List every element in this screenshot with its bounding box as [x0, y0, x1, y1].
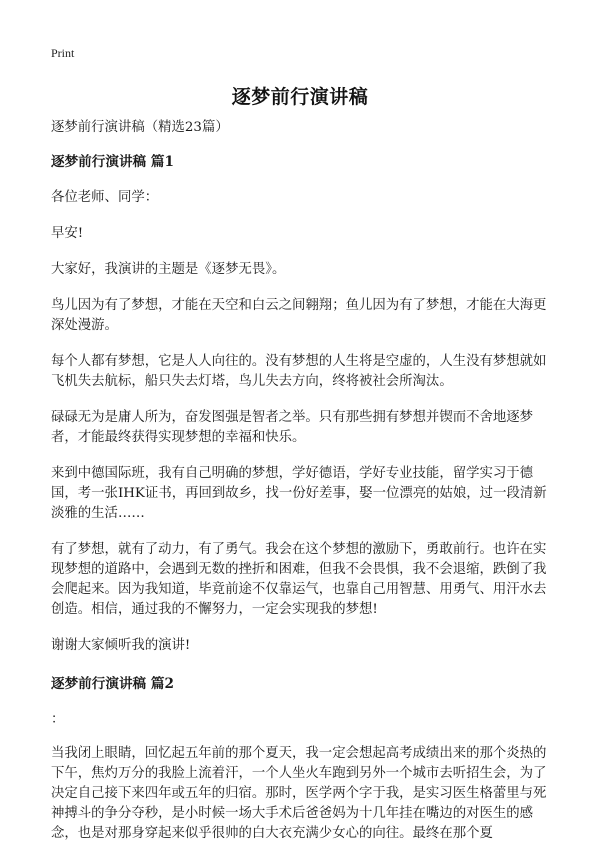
paragraph: 谢谢大家倾听我的演讲! — [51, 638, 191, 653]
section-heading: 逐梦前行演讲稿 篇1 — [51, 154, 174, 170]
paragraph: ： — [51, 712, 65, 727]
document-subtitle: 逐梦前行演讲稿（精选23篇） — [51, 120, 229, 135]
paragraph: 大家好，我演讲的主题是《逐梦无畏》。 — [51, 262, 286, 277]
paragraph: 当我闭上眼睛，回忆起五年前的那个夏天，我一定会想起高考成绩出来的那个炎热的下午，焦灼万分的我脸上流着汗，一个人坐火车跑到另外一个城市去听招生会，为了决定自己接下来四年或五年的归宿。那时，医学两个字于我，是实习医生格蕾里与死神搏斗的争分夺秒，是小时候一场大手术后爸爸妈为十几年挂在嘴边的对医生的感念，也是对那身穿起来似乎很帅的白大衣充满少女心的向往。最终在那个夏 — [51, 746, 547, 841]
print-link[interactable]: Print — [51, 46, 75, 60]
document-body — [51, 118, 551, 860]
paragraph: 碌碌无为是庸人所为，奋发图强是智者之举。只有那些拥有梦想并锲而不舍地逐梦者，才能最终获得实现梦想的幸福和快乐。 — [51, 410, 534, 445]
paragraph: 各位老师、同学： — [51, 190, 159, 205]
section-heading: 逐梦前行演讲稿 篇2 — [51, 676, 174, 692]
paragraph: 每个人都有梦想，它是人人向往的。没有梦想的人生将是空虚的，人生没有梦想就如飞机失去航标，船只失去灯塔，鸟儿失去方向，终将被社会所淘汰。 — [51, 354, 547, 389]
paragraph: 有了梦想，就有了动力，有了勇气。我会在这个梦想的激励下，勇敢前行。也许在实现梦想的道路中，会遇到无数的挫折和困难，但我不会畏惧，我不会退缩，跌倒了我会爬起来。因为我知道，毕竟前途不仅靠运气，也靠自己用智慧、用勇气、用汗水去创造。相信，通过我的不懈努力，一定会实现我的梦想! — [51, 542, 547, 617]
paragraph: 鸟儿因为有了梦想，才能在天空和白云之间翱翔；鱼儿因为有了梦想，才能在大海更深处漫游。 — [51, 298, 547, 333]
paragraph: 来到中德国际班，我有自己明确的梦想，学好德语，学好专业技能，留学实习于德国，考一张IHK证书，再回到故乡，找一份好差事，娶一位漂亮的姑娘，过一段清新淡雅的生活…… — [51, 466, 547, 521]
document-title: 逐梦前行演讲稿 — [231, 86, 369, 108]
paragraph: 早安! — [51, 226, 84, 241]
